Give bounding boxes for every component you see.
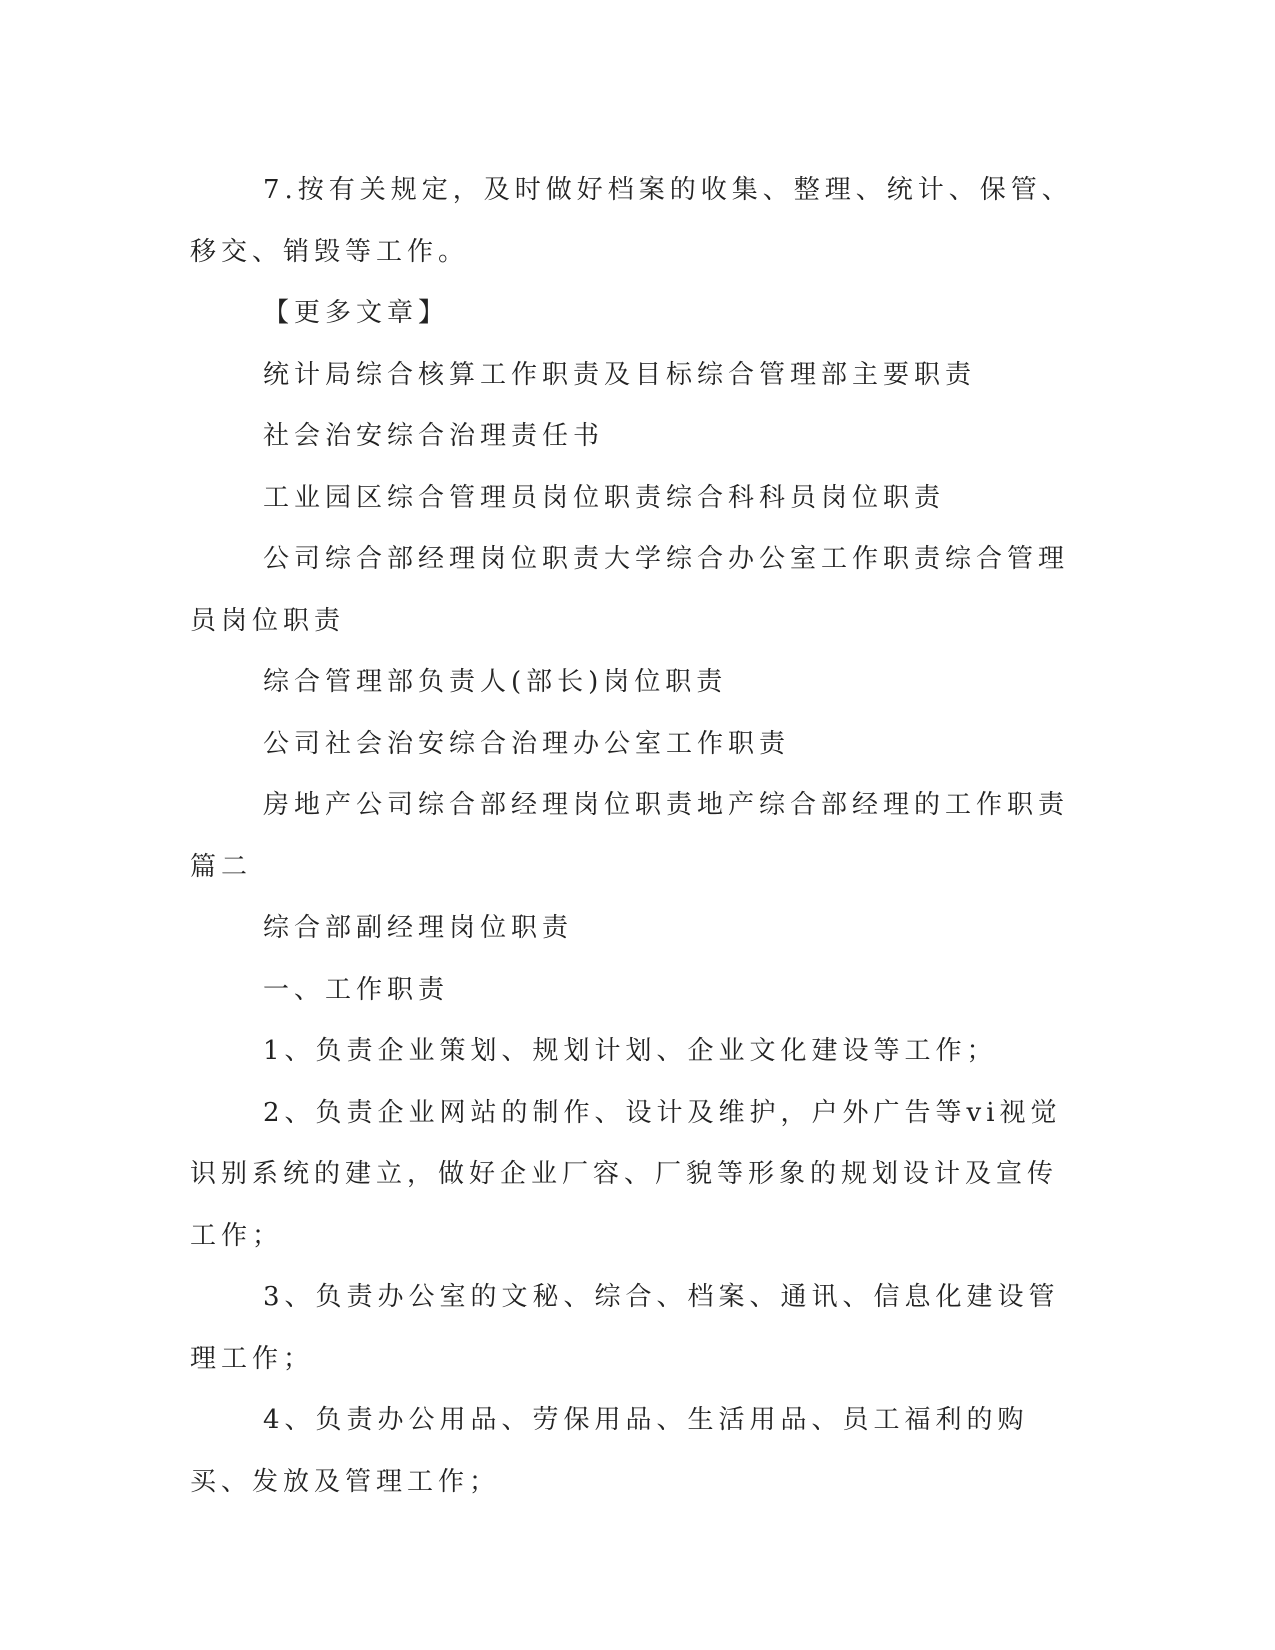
document-body	[190, 160, 1080, 1513]
related-article-link-3[interactable]: 工业园区综合管理员岗位职责综合科科员岗位职责	[263, 482, 946, 513]
related-article-link-1[interactable]: 统计局综合核算工作职责及目标综合管理部主要职责	[263, 359, 977, 390]
related-article-link-6[interactable]: 公司社会治安综合治理办公室工作职责	[263, 728, 791, 759]
section-heading-duties: 一、工作职责	[263, 974, 450, 1005]
more-articles-heading: 【更多文章】	[263, 298, 450, 328]
related-article-link-7[interactable]: 房地产公司综合部经理岗位职责地产综合部经理的工作职责篇二	[190, 790, 1070, 882]
related-article-link-2[interactable]: 社会治安综合治理责任书	[263, 421, 605, 451]
duty-item-3: 3、负责办公室的文秘、综合、档案、通讯、信息化建设管理工作；	[190, 1282, 1060, 1374]
related-article-link-4[interactable]: 公司综合部经理岗位职责大学综合办公室工作职责综合管理员岗位职责	[190, 544, 1070, 636]
duty-item-4: 4、负责办公用品、劳保用品、生活用品、员工福利的购买、发放及管理工作；	[190, 1405, 1029, 1497]
duty-item-1: 1、负责企业策划、规划计划、企业文化建设等工作；	[263, 1036, 998, 1066]
paragraph-item7-archives: 7.按有关规定，及时做好档案的收集、整理、统计、保管、移交、销毁等工作。	[190, 175, 1073, 267]
duty-item-2: 2、负责企业网站的制作、设计及维护，户外广告等vi视觉识别系统的建立，做好企业厂容、厂貌等形象的规划设计及宣传工作；	[190, 1097, 1062, 1251]
document-subtitle: 综合部副经理岗位职责	[263, 913, 574, 943]
related-article-link-5[interactable]: 综合管理部负责人(部长)岗位职责	[263, 667, 728, 697]
